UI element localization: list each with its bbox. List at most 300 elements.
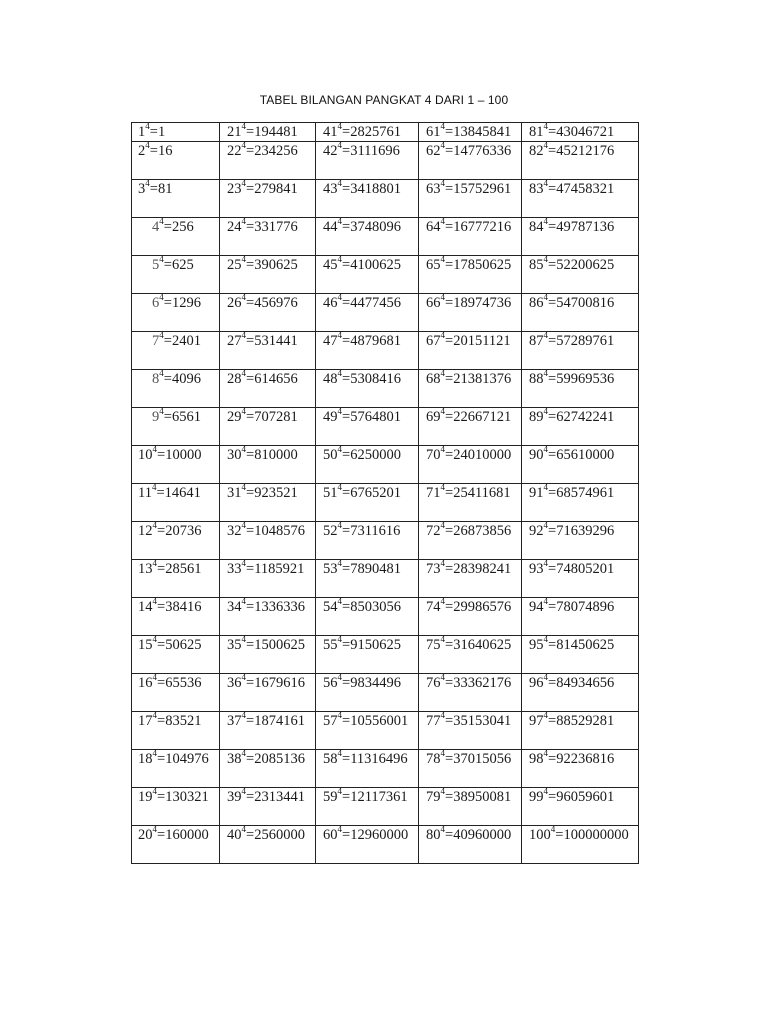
table-cell (522, 370, 639, 408)
exponent: 4 (337, 635, 342, 645)
base-number: 82 (529, 143, 544, 159)
power-value: 194481 (254, 124, 298, 140)
table-row (132, 218, 639, 256)
table-cell (419, 370, 522, 408)
base-number: 2 (138, 143, 146, 159)
power-value: 456976 (254, 295, 298, 311)
table-cell (220, 294, 316, 332)
base-number: 51 (323, 485, 338, 501)
exponent: 4 (241, 483, 246, 493)
exponent: 4 (241, 711, 246, 721)
base-number: 12 (138, 523, 153, 539)
table-row (132, 180, 639, 218)
power-value: 234256 (254, 143, 298, 159)
equals-sign: = (342, 257, 351, 273)
equals-sign: = (445, 485, 454, 501)
power-value: 3418801 (350, 181, 401, 197)
exponent: 4 (241, 635, 246, 645)
equals-sign: = (445, 561, 454, 577)
power-value: 78074896 (556, 599, 615, 615)
power-value: 43046721 (556, 124, 615, 140)
power-value: 37015056 (453, 751, 512, 767)
equals-sign: = (246, 333, 255, 349)
power-entry (419, 522, 521, 540)
base-number: 99 (529, 789, 544, 805)
power-entry (220, 256, 315, 274)
base-number: 94 (529, 599, 544, 615)
equals-sign: = (445, 219, 454, 235)
power-entry (220, 750, 315, 768)
table-row (132, 408, 639, 446)
power-entry (220, 598, 315, 616)
table-cell (522, 484, 639, 522)
table-cell (522, 218, 639, 256)
power-value: 7311616 (350, 523, 401, 539)
base-number: 74 (426, 599, 441, 615)
power-entry (522, 674, 638, 692)
power-entry (522, 370, 638, 388)
power-entry (419, 408, 521, 426)
power-entry (419, 294, 521, 312)
table-row (132, 636, 639, 674)
table-row (132, 370, 639, 408)
power-entry (522, 712, 638, 730)
equals-sign: = (548, 599, 557, 615)
power-entry (419, 484, 521, 502)
exponent: 4 (440, 521, 445, 531)
equals-sign: = (548, 295, 557, 311)
power-entry (522, 484, 638, 502)
base-number: 100 (529, 827, 551, 843)
power-value: 9150625 (350, 637, 401, 653)
equals-sign: = (548, 789, 557, 805)
exponent: 4 (241, 293, 246, 303)
power-value: 74805201 (556, 561, 615, 577)
equals-sign: = (342, 485, 351, 501)
power-entry (419, 123, 521, 141)
equals-sign: = (445, 409, 454, 425)
base-number: 3 (138, 181, 146, 197)
equals-sign: = (548, 675, 557, 691)
exponent: 4 (241, 331, 246, 341)
base-number: 71 (426, 485, 441, 501)
exponent: 4 (440, 787, 445, 797)
table-cell (419, 826, 522, 864)
power-entry (522, 560, 638, 578)
equals-sign: = (548, 333, 557, 349)
power-entry (419, 636, 521, 654)
power-value: 7890481 (350, 561, 401, 577)
table-cell (132, 788, 220, 826)
power-value: 12960000 (350, 827, 409, 843)
power-entry (316, 256, 418, 274)
table-cell (522, 256, 639, 294)
base-number: 35 (227, 637, 242, 653)
power-value: 4100625 (350, 257, 401, 273)
exponent: 4 (337, 369, 342, 379)
equals-sign: = (445, 637, 454, 653)
power-entry (220, 560, 315, 578)
power-value: 279841 (254, 181, 298, 197)
power-entry (132, 142, 219, 160)
table-cell (419, 294, 522, 332)
base-number: 64 (426, 219, 441, 235)
exponent: 4 (543, 179, 548, 189)
base-number: 25 (227, 257, 242, 273)
power-value: 14776336 (453, 143, 512, 159)
base-number: 50 (323, 447, 338, 463)
power-entry (419, 674, 521, 692)
base-number: 45 (323, 257, 338, 273)
exponent: 4 (241, 749, 246, 759)
equals-sign: = (445, 827, 454, 843)
base-number: 98 (529, 751, 544, 767)
equals-sign: = (163, 295, 172, 311)
table-cell (132, 598, 220, 636)
power-value: 16 (157, 143, 173, 159)
power-entry (522, 446, 638, 464)
power-value: 50625 (165, 637, 202, 653)
base-number: 38 (227, 751, 242, 767)
table-cell (522, 332, 639, 370)
base-number: 83 (529, 181, 544, 197)
table-cell (316, 750, 419, 788)
table-cell (132, 408, 220, 446)
equals-sign: = (246, 219, 255, 235)
power-value: 130321 (165, 789, 209, 805)
exponent: 4 (543, 483, 548, 493)
exponent: 4 (543, 141, 548, 151)
power-entry (132, 788, 219, 806)
equals-sign: = (163, 371, 172, 387)
power-entry (316, 636, 418, 654)
equals-sign: = (445, 143, 454, 159)
equals-sign: = (246, 827, 255, 843)
power-value: 15752961 (453, 181, 512, 197)
exponent: 4 (241, 122, 246, 132)
table-row (132, 123, 639, 142)
equals-sign: = (445, 333, 454, 349)
table-cell (132, 674, 220, 712)
equals-sign: = (246, 409, 255, 425)
exponent: 4 (337, 787, 342, 797)
table-cell (316, 256, 419, 294)
power-entry (220, 370, 315, 388)
exponent: 4 (337, 521, 342, 531)
equals-sign: = (548, 751, 557, 767)
power-entry (132, 446, 219, 464)
table-cell (220, 750, 316, 788)
base-number: 10 (138, 447, 153, 463)
power-entry (316, 408, 418, 426)
exponent: 4 (337, 749, 342, 759)
base-number: 97 (529, 713, 544, 729)
base-number: 6 (152, 295, 160, 311)
power-entry (220, 332, 315, 350)
power-entry (132, 332, 219, 350)
exponent: 4 (543, 445, 548, 455)
equals-sign: = (548, 124, 557, 140)
equals-sign: = (157, 523, 166, 539)
power-entry (522, 256, 638, 274)
table-cell (522, 446, 639, 484)
table-cell (419, 750, 522, 788)
power-value: 10000 (165, 447, 202, 463)
exponent: 4 (241, 141, 246, 151)
power-value: 16777216 (453, 219, 512, 235)
table-cell (522, 674, 639, 712)
table-cell (220, 256, 316, 294)
power-entry (132, 712, 219, 730)
base-number: 9 (152, 409, 160, 425)
power-entry (419, 446, 521, 464)
equals-sign: = (157, 561, 166, 577)
power-value: 81450625 (556, 637, 615, 653)
power-value: 49787136 (556, 219, 615, 235)
power-entry (132, 674, 219, 692)
power-entry (316, 484, 418, 502)
exponent: 4 (241, 559, 246, 569)
table-row (132, 674, 639, 712)
table-cell (132, 256, 220, 294)
power-entry (220, 294, 315, 312)
power-value: 71639296 (556, 523, 615, 539)
base-number: 81 (529, 124, 544, 140)
power-value: 1874161 (254, 713, 305, 729)
base-number: 7 (152, 333, 160, 349)
power-entry (522, 123, 638, 141)
exponent: 4 (543, 559, 548, 569)
table-cell (316, 446, 419, 484)
equals-sign: = (157, 789, 166, 805)
table-cell (316, 560, 419, 598)
equals-sign: = (246, 485, 255, 501)
table-cell (132, 636, 220, 674)
exponent: 4 (241, 673, 246, 683)
exponent: 4 (543, 521, 548, 531)
exponent: 4 (159, 217, 164, 227)
power-value: 2401 (171, 333, 201, 349)
table-cell (522, 180, 639, 218)
power-value: 1185921 (254, 561, 305, 577)
power-entry (316, 560, 418, 578)
table-cell (220, 370, 316, 408)
equals-sign: = (157, 599, 166, 615)
power-entry (316, 123, 418, 141)
power-value: 28398241 (453, 561, 512, 577)
power-value: 3111696 (350, 143, 400, 159)
power-entry (132, 750, 219, 768)
equals-sign: = (163, 333, 172, 349)
power-entry (220, 522, 315, 540)
exponent: 4 (543, 635, 548, 645)
equals-sign: = (445, 675, 454, 691)
exponent: 4 (440, 369, 445, 379)
exponent: 4 (152, 445, 157, 455)
equals-sign: = (149, 124, 158, 140)
equals-sign: = (342, 827, 351, 843)
equals-sign: = (157, 751, 166, 767)
table-cell (220, 788, 316, 826)
equals-sign: = (548, 181, 557, 197)
power-entry (419, 560, 521, 578)
table-cell (132, 294, 220, 332)
equals-sign: = (445, 523, 454, 539)
table-cell (419, 256, 522, 294)
table-cell (419, 598, 522, 636)
exponent: 4 (543, 407, 548, 417)
power-entry (522, 750, 638, 768)
exponent: 4 (337, 597, 342, 607)
table-cell (316, 598, 419, 636)
base-number: 80 (426, 827, 441, 843)
power-entry (316, 712, 418, 730)
table-cell (316, 408, 419, 446)
base-number: 31 (227, 485, 242, 501)
power-value: 17850625 (453, 257, 512, 273)
base-number: 57 (323, 713, 338, 729)
base-number: 91 (529, 485, 544, 501)
equals-sign: = (342, 219, 351, 235)
table-cell (419, 180, 522, 218)
equals-sign: = (342, 637, 351, 653)
base-number: 40 (227, 827, 242, 843)
table-cell (220, 674, 316, 712)
base-number: 17 (138, 713, 153, 729)
equals-sign: = (548, 143, 557, 159)
base-number: 90 (529, 447, 544, 463)
base-number: 88 (529, 371, 544, 387)
power-value: 92236816 (556, 751, 615, 767)
exponent: 4 (543, 597, 548, 607)
equals-sign: = (246, 143, 255, 159)
power-value: 88529281 (556, 713, 615, 729)
equals-sign: = (246, 523, 255, 539)
base-number: 46 (323, 295, 338, 311)
power-entry (419, 256, 521, 274)
base-number: 65 (426, 257, 441, 273)
base-number: 49 (323, 409, 338, 425)
table-cell (522, 788, 639, 826)
exponent: 4 (440, 711, 445, 721)
power-value: 12117361 (350, 789, 408, 805)
base-number: 85 (529, 257, 544, 273)
base-number: 47 (323, 333, 338, 349)
base-number: 24 (227, 219, 242, 235)
base-number: 53 (323, 561, 338, 577)
table-cell (419, 788, 522, 826)
table-cell (220, 484, 316, 522)
equals-sign: = (445, 447, 454, 463)
power-entry (132, 598, 219, 616)
power-entry (419, 332, 521, 350)
exponent: 4 (337, 825, 342, 835)
base-number: 16 (138, 675, 153, 691)
power-value: 35153041 (453, 713, 512, 729)
exponent: 4 (337, 179, 342, 189)
equals-sign: = (246, 561, 255, 577)
table-cell (522, 636, 639, 674)
table-cell (132, 560, 220, 598)
exponent: 4 (152, 787, 157, 797)
exponent: 4 (241, 369, 246, 379)
equals-sign: = (445, 599, 454, 615)
power-value: 3748096 (350, 219, 401, 235)
table-row (132, 522, 639, 560)
table-cell (132, 826, 220, 864)
base-number: 20 (138, 827, 153, 843)
power-value: 18974736 (453, 295, 512, 311)
base-number: 36 (227, 675, 242, 691)
power-value: 4096 (171, 371, 201, 387)
equals-sign: = (548, 637, 557, 653)
power-value: 31640625 (453, 637, 512, 653)
base-number: 37 (227, 713, 242, 729)
power-table (131, 122, 639, 864)
power-value: 104976 (165, 751, 209, 767)
equals-sign: = (342, 371, 351, 387)
power-entry (132, 123, 219, 141)
power-entry (316, 522, 418, 540)
exponent: 4 (440, 255, 445, 265)
power-value: 810000 (254, 447, 298, 463)
power-value: 5764801 (350, 409, 401, 425)
exponent: 4 (440, 597, 445, 607)
power-entry (132, 522, 219, 540)
power-entry (419, 370, 521, 388)
exponent: 4 (550, 825, 556, 835)
base-number: 29 (227, 409, 242, 425)
power-entry (220, 408, 315, 426)
table-cell (132, 712, 220, 750)
power-entry (419, 788, 521, 806)
base-number: 15 (138, 637, 153, 653)
power-entry (316, 674, 418, 692)
table-cell (220, 598, 316, 636)
power-value: 29986576 (453, 599, 512, 615)
equals-sign: = (246, 599, 255, 615)
table-cell (522, 123, 639, 142)
base-number: 14 (138, 599, 153, 615)
table-cell (419, 522, 522, 560)
table-cell (220, 123, 316, 142)
base-number: 52 (323, 523, 338, 539)
table-cell (132, 142, 220, 180)
base-number: 39 (227, 789, 242, 805)
base-number: 89 (529, 409, 544, 425)
equals-sign: = (246, 181, 255, 197)
base-number: 27 (227, 333, 242, 349)
table-cell (220, 408, 316, 446)
equals-sign: = (157, 637, 166, 653)
equals-sign: = (445, 181, 454, 197)
exponent: 4 (241, 217, 246, 227)
equals-sign: = (157, 447, 166, 463)
table-cell (220, 826, 316, 864)
exponent: 4 (151, 483, 157, 493)
equals-sign: = (246, 295, 255, 311)
base-number: 69 (426, 409, 441, 425)
table-cell (419, 142, 522, 180)
power-entry (522, 826, 638, 844)
base-number: 13 (138, 561, 153, 577)
exponent: 4 (440, 635, 445, 645)
equals-sign: = (342, 181, 351, 197)
power-value: 40960000 (453, 827, 512, 843)
power-value: 10556001 (350, 713, 409, 729)
power-entry (522, 636, 638, 654)
table-cell (220, 712, 316, 750)
